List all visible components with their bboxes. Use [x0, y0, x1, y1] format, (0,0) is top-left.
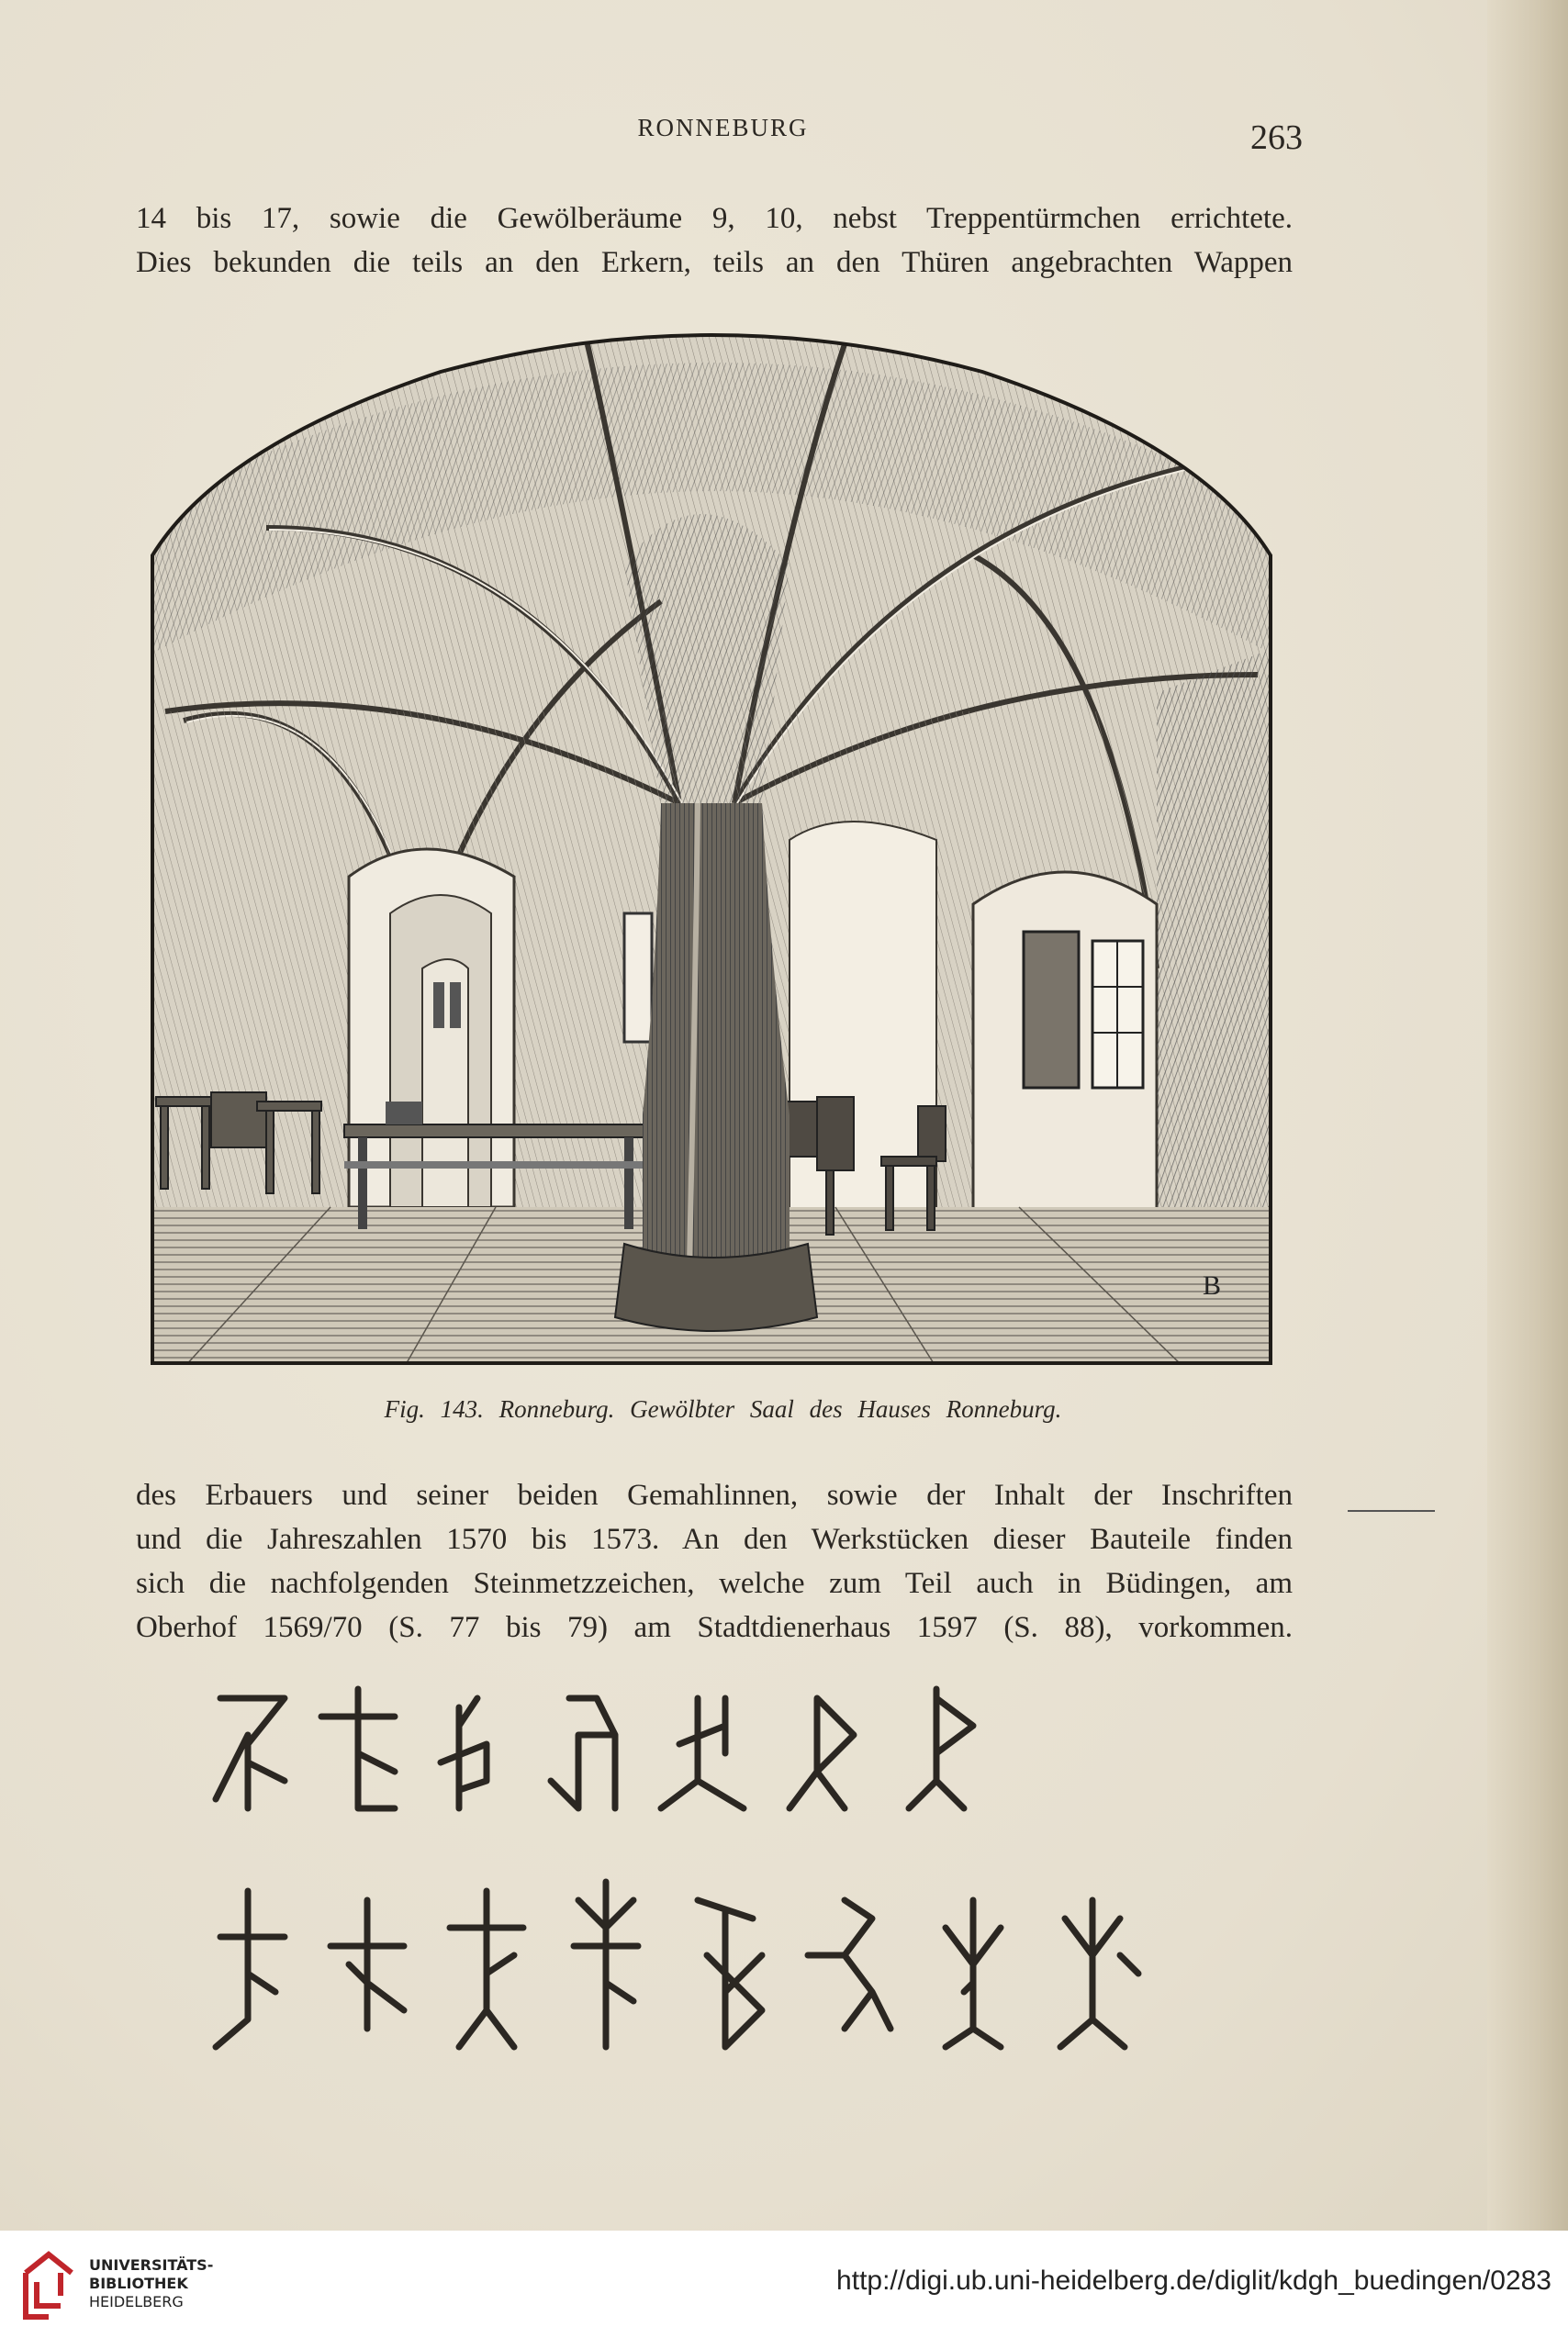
stonemason-marks	[211, 1680, 1221, 2065]
mason-mark	[441, 1698, 487, 1808]
source-url-link[interactable]: http://digi.ub.uni-heidelberg.de/diglit/kdgh_buedingen/0283	[836, 2265, 1551, 2296]
mason-mark	[216, 1698, 285, 1808]
library-name	[89, 2256, 213, 2311]
text-line: und die Jahreszahlen 1570 bis 1573. An den Werkstücken dieser Bauteile finden	[136, 1523, 1293, 1556]
text-line: 14 bis 17, sowie die Gewölberäume 9, 10, nebst Treppentürmchen errichtete.	[136, 202, 1293, 235]
paragraph-top	[136, 196, 1293, 285]
mason-mark	[946, 1900, 1001, 2047]
artist-monogram: B	[1203, 1270, 1222, 1301]
mason-mark	[661, 1698, 744, 1808]
page-number: 263	[1250, 118, 1303, 157]
figure-caption: Fig. 143. Ronneburg. Gewölbter Saal des Hauses Ronneburg.	[384, 1395, 1062, 1423]
text-line: Oberhof 1569/70 (S. 77 bis 79) am Stadtdienerhaus 1597 (S. 88), vorkommen.	[136, 1611, 1293, 1644]
running-title: RONNEBURG	[637, 114, 809, 141]
mason-mark	[321, 1689, 395, 1808]
paragraph-bottom	[136, 1473, 1293, 1650]
library-line: BIBLIOTHEK	[89, 2275, 188, 2292]
vaulted-hall-illustration	[147, 326, 1276, 1368]
margin-mark	[1348, 1510, 1435, 1512]
library-line: UNIVERSITÄTS-	[89, 2256, 214, 2274]
mason-mark	[698, 1900, 762, 2047]
page-gutter-shadow	[1487, 0, 1568, 2231]
mason-mark	[1060, 1900, 1138, 2047]
university-library-logo-icon[interactable]	[17, 2245, 81, 2326]
mason-mark	[574, 1882, 638, 2047]
mason-mark	[551, 1698, 615, 1808]
text-line: Dies bekunden die teils an den Erkern, teils an den Thüren angebrachten Wappen	[136, 246, 1293, 279]
mason-mark	[790, 1698, 854, 1808]
library-footer	[0, 2231, 1568, 2338]
mason-mark	[216, 1891, 285, 2047]
library-line: HEIDELBERG	[89, 2293, 184, 2310]
mason-mark	[909, 1689, 973, 1808]
mason-mark	[330, 1900, 404, 2029]
mason-mark	[808, 1900, 890, 2029]
mason-mark	[450, 1891, 523, 2047]
text-line: des Erbauers und seiner beiden Gemahlinnen, sowie der Inhalt der Inschriften	[136, 1479, 1293, 1512]
text-line: sich die nachfolgenden Steinmetzzeichen, welche zum Teil auch in Büdingen, am	[136, 1567, 1293, 1600]
